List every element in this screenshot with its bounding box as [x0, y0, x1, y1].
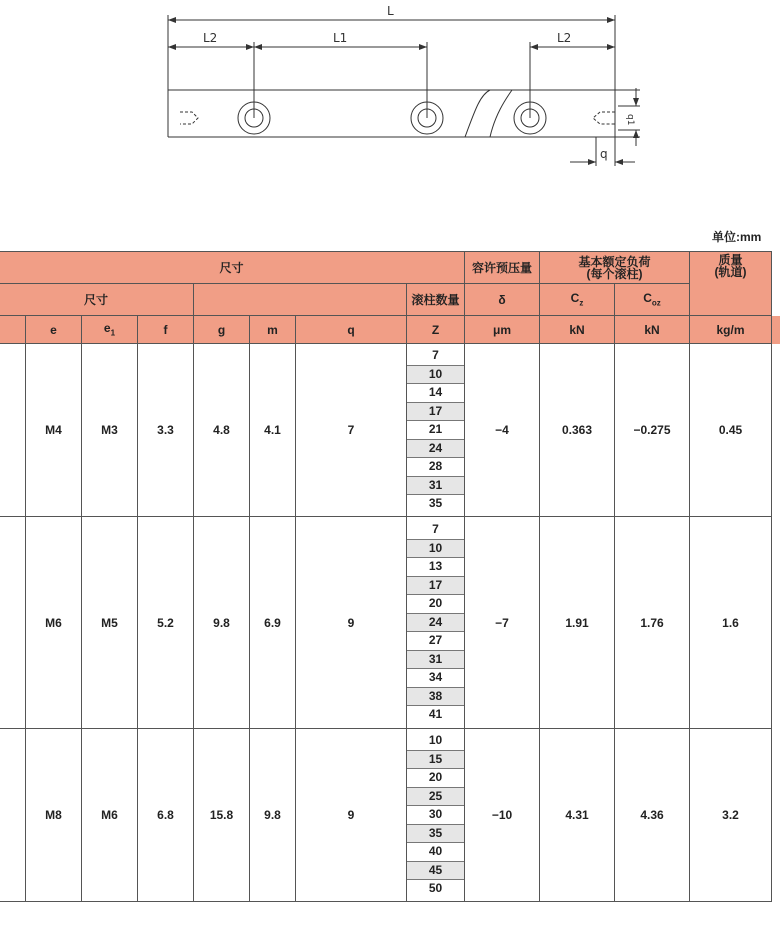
cell-m: 6.9: [250, 517, 296, 729]
roller-count-value: 20: [407, 595, 464, 614]
header-kn-c0z: kN: [615, 316, 690, 344]
roller-count-value: 20: [407, 769, 464, 788]
cell-c0z: 1.76: [615, 517, 690, 729]
cell-f: 6.8: [138, 729, 194, 902]
roller-count-value: 17: [407, 403, 464, 422]
header-dimensions-sub: 尺寸: [0, 284, 194, 316]
cell-e: M6: [26, 517, 82, 729]
table-edge-decoration: [772, 316, 780, 344]
header-delta: δ: [465, 284, 540, 316]
roller-count-value: 45: [407, 862, 464, 881]
cell-m: 9.8: [250, 729, 296, 902]
header-e: e: [26, 316, 82, 344]
cell-z-list: [407, 344, 465, 517]
cell-z-list: [407, 729, 465, 902]
cell-e: M8: [26, 729, 82, 902]
cell-g: 4.8: [194, 344, 250, 517]
header-mass: 质量 (轨道): [690, 252, 772, 316]
dim-L1: L1: [333, 31, 348, 45]
cell-mass: 1.6: [690, 517, 772, 729]
roller-count-value: 25: [407, 788, 464, 807]
cell-g: 15.8: [194, 729, 250, 902]
roller-count-value: 17: [407, 577, 464, 596]
header-blank: [0, 316, 26, 344]
roller-count-value: 34: [407, 669, 464, 688]
header-c0z: $C_{oz}$: [615, 284, 690, 316]
header-q: q: [296, 316, 407, 344]
table-row: [0, 729, 772, 902]
cell-e1: M5: [82, 517, 138, 729]
header-um: μm: [465, 316, 540, 344]
cell-f: 5.2: [138, 517, 194, 729]
cell-e1: M3: [82, 344, 138, 517]
cell-delta: −4: [465, 344, 540, 517]
header-g: g: [194, 316, 250, 344]
roller-count-value: 40: [407, 843, 464, 862]
roller-count-value: 50: [407, 880, 464, 898]
roller-count-value: 31: [407, 651, 464, 670]
roller-count-value: 7: [407, 521, 464, 540]
table-row: [0, 344, 772, 517]
header-e1: $e_1$: [82, 316, 138, 344]
roller-count-value: 41: [407, 706, 464, 724]
roller-count-value: 30: [407, 806, 464, 825]
header-roller-count: 滚柱数量: [407, 284, 465, 316]
cell-cz: 4.31: [540, 729, 615, 902]
roller-count-value: 10: [407, 366, 464, 385]
cell-q: 9: [296, 729, 407, 902]
roller-count-value: 24: [407, 614, 464, 633]
dim-q1: q1: [625, 114, 635, 126]
dim-L: L: [387, 4, 394, 18]
header-dimensions-blank: [194, 284, 407, 316]
header-kgm: kg/m: [690, 316, 772, 344]
roller-count-value: 35: [407, 825, 464, 844]
header-preload: 容许预压量: [465, 252, 540, 284]
roller-count-value: 27: [407, 632, 464, 651]
spec-table: [0, 251, 772, 902]
roller-count-value: 10: [407, 540, 464, 559]
cell-g: 9.8: [194, 517, 250, 729]
roller-count-value: 21: [407, 421, 464, 440]
dim-L2-left: L2: [203, 31, 218, 45]
unit-label: 单位:mm: [712, 230, 762, 244]
cell-mass: 0.45: [690, 344, 772, 517]
roller-count-value: 15: [407, 751, 464, 770]
cell-e1: M6: [82, 729, 138, 902]
header-cz: $C_z$: [540, 284, 615, 316]
roller-count-value: 14: [407, 384, 464, 403]
header-dimensions: 尺寸: [0, 252, 465, 284]
roller-count-value: 10: [407, 732, 464, 751]
header-z: Z: [407, 316, 465, 344]
table-row: [0, 517, 772, 729]
cell-c0z: 4.36: [615, 729, 690, 902]
header-f: f: [138, 316, 194, 344]
header-load-rating: 基本额定负荷 (每个滚柱): [540, 252, 690, 284]
roller-count-value: 7: [407, 347, 464, 366]
cell-f: 3.3: [138, 344, 194, 517]
roller-count-value: 13: [407, 558, 464, 577]
dim-L2-right: L2: [557, 31, 572, 45]
cell-c0z: −0.275: [615, 344, 690, 517]
roller-count-value: 28: [407, 458, 464, 477]
roller-count-value: 38: [407, 688, 464, 707]
cell-q: 9: [296, 517, 407, 729]
dim-q: q: [600, 147, 608, 161]
roller-count-value: 31: [407, 477, 464, 496]
cell-q: 7: [296, 344, 407, 517]
cell-delta: −7: [465, 517, 540, 729]
rail-drawing: [0, 0, 780, 200]
cell-delta: −10: [465, 729, 540, 902]
cell-cz: 1.91: [540, 517, 615, 729]
cell-cz: 0.363: [540, 344, 615, 517]
roller-count-value: 35: [407, 495, 464, 513]
cell-e: M4: [26, 344, 82, 517]
header-m: m: [250, 316, 296, 344]
cell-mass: 3.2: [690, 729, 772, 902]
cell-z-list: [407, 517, 465, 729]
header-kn-cz: kN: [540, 316, 615, 344]
cell-m: 4.1: [250, 344, 296, 517]
roller-count-value: 24: [407, 440, 464, 459]
